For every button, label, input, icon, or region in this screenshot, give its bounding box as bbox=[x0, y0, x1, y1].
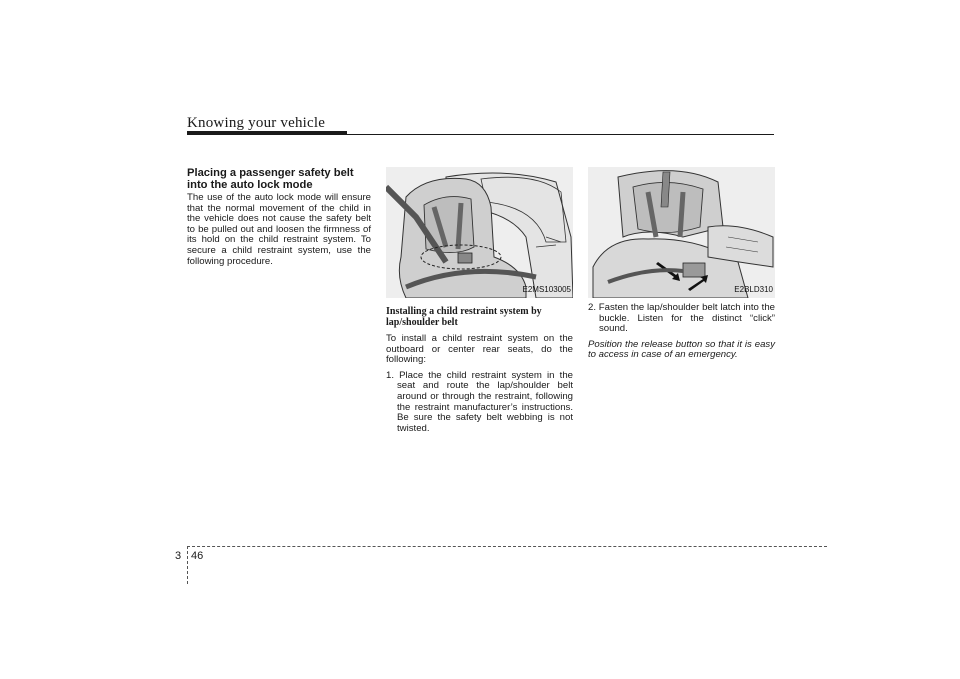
section-body: The use of the auto lock mode will ensure that the normal movement of the child in the vehicle does not cause the safety belt to be pulled out and loosen the firmness of its hold on the child restraint system. To secure a child restraint system, use the following procedure. bbox=[187, 192, 371, 267]
figure-code: E2BLD310 bbox=[734, 285, 773, 295]
chapter-number: 3 bbox=[175, 550, 182, 562]
figure-code: E2MS103005 bbox=[522, 285, 571, 295]
install-step-1: 1. Place the child restraint system in the seat and route the lap/shoulder belt around or through the restraint, following the restraint manufacturer’s instructions. Be sure the safety belt webbing is not twisted. bbox=[386, 369, 573, 434]
section-heading: Placing a passenger safety belt into the auto lock mode bbox=[187, 167, 354, 191]
page-number: 46 bbox=[191, 550, 204, 562]
emergency-note: Position the release button so that it is easy to access in case of an emergency. bbox=[588, 338, 775, 361]
left-column bbox=[187, 168, 371, 272]
buckle-illustration bbox=[588, 167, 775, 298]
figure-child-seat-belt-routing bbox=[386, 167, 573, 298]
right-column bbox=[588, 167, 775, 366]
figure-caption: Installing a child restraint system by lap/shoulder belt bbox=[386, 306, 542, 328]
figure-buckle-latch bbox=[588, 167, 775, 298]
middle-column bbox=[386, 167, 573, 439]
install-intro: To install a child restraint system on the outboard or center rear seats, do the following: bbox=[386, 333, 573, 366]
footer-rule bbox=[187, 546, 827, 547]
header-rule bbox=[187, 134, 774, 135]
footer-divider bbox=[187, 546, 188, 584]
page-header-title: Knowing your vehicle bbox=[187, 115, 326, 131]
child-seat-illustration bbox=[386, 167, 573, 298]
install-step-2: 2. Fasten the lap/shoulder belt latch into the buckle. Listen for the distinct “click” sound. bbox=[588, 302, 775, 335]
